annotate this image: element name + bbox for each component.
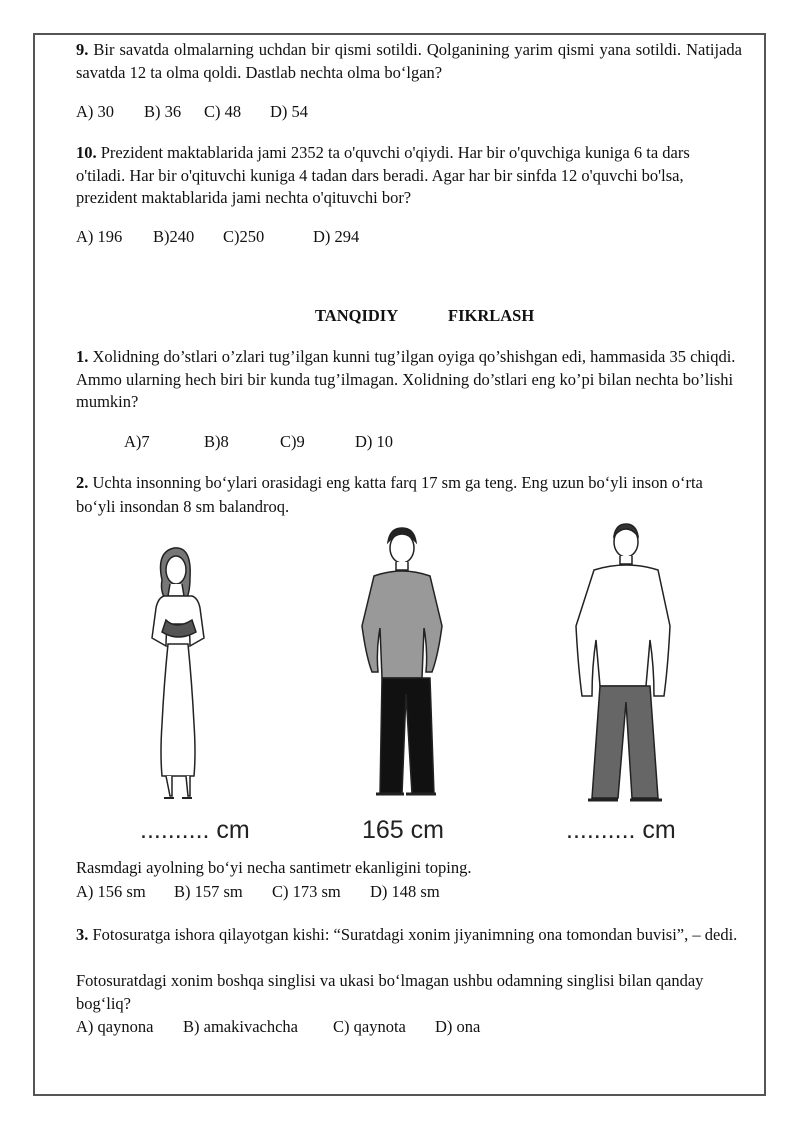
three-people-illustration xyxy=(120,520,720,850)
option-a: A) 30 xyxy=(76,102,115,121)
option-c: C)9 xyxy=(280,432,305,451)
middle-man-height-caption: 165 cm xyxy=(362,816,444,844)
right-man-figure xyxy=(576,524,670,800)
question-text: Bir savatda olmalarning uchdan bir qismi sotildi. Qolganining yarim qismi yana sotildi. Natijada savatda 12 ta olma qoldi. Dastlab nechta olma bo‘lgan? xyxy=(76,40,742,82)
option-c: C) 48 xyxy=(204,102,242,121)
critical-question-1-options xyxy=(124,431,393,453)
option-d: D) 148 sm xyxy=(370,882,440,901)
question-number: 10. xyxy=(76,143,97,162)
option-a: A) 196 xyxy=(76,227,123,246)
middle-man-figure xyxy=(362,528,442,794)
question-number: 1. xyxy=(76,347,89,366)
option-a: A) qaynona xyxy=(76,1017,154,1036)
critical-question-2 xyxy=(76,471,742,519)
woman-figure xyxy=(152,548,204,798)
option-d: D) 54 xyxy=(270,102,309,121)
question-9-options xyxy=(76,101,308,123)
critical-question-1 xyxy=(76,346,742,414)
option-c: C) 173 sm xyxy=(272,882,341,901)
question-number: 3. xyxy=(76,925,89,944)
critical-question-3-options xyxy=(76,1016,480,1038)
critical-question-2-options xyxy=(76,881,440,903)
question-text: Xolidning do’stlari o’zlari tug’ilgan kunni tug’ilgan oyiga qo’shishgan edi, hammasida 35 chiqdi. Ammo ularning hech biri bir kunda tug’ilmagan. Xolidning do’stlari eng ko’pi bilan nechta bo’lishi mumkin? xyxy=(76,347,736,411)
option-a: A) 156 sm xyxy=(76,882,146,901)
question-text: Prezident maktablarida jami 2352 ta o'quvchi o'qiydi. Har bir o'quvchiga kuniga 6 ta dars o'tiladi. Har bir o'qituvchi kuniga 4 tadan dars beradi. Agar har bir sinfda 12 o'quvchi bo'lsa, prezident maktablarida jami nechta o'qituvchi bor? xyxy=(76,143,690,207)
option-b: B) 36 xyxy=(144,102,182,121)
section-heading-word-1: TANQIDIY xyxy=(315,306,399,325)
critical-question-3-question: Fotosuratdagi xonim boshqa singlisi va ukasi bo‘lmagan ushbu odamning singlisi bilan qanday bog‘liq? xyxy=(76,971,704,1013)
section-heading-word-2: FIKRLASH xyxy=(448,306,535,325)
option-b: B) amakivachcha xyxy=(183,1017,298,1036)
question-text: Uchta insonning bo‘ylari orasidagi eng katta farq 17 sm ga teng. Eng uzun bo‘yli inson o‘rta bo‘yli insondan 8 sm balandroq. xyxy=(76,473,703,516)
option-b: B)8 xyxy=(204,432,229,451)
question-number: 2. xyxy=(76,473,89,492)
question-text: Fotosuratga ishora qilayotgan kishi: “Suratdagi xonim jiyanimning ona tomondan buvisi”, – dedi. xyxy=(88,925,738,944)
option-b: B) 157 sm xyxy=(174,882,243,901)
option-a: A)7 xyxy=(124,432,150,451)
option-d: D) 294 xyxy=(313,227,360,246)
option-c: C)250 xyxy=(223,227,265,246)
option-c: C) qaynota xyxy=(333,1017,406,1036)
critical-question-3 xyxy=(76,924,742,947)
option-d: D) ona xyxy=(435,1017,481,1036)
question-9 xyxy=(76,39,742,84)
question-10-options xyxy=(76,226,359,248)
woman-height-caption: .......... cm xyxy=(140,816,250,844)
right-man-height-caption: .......... cm xyxy=(566,816,676,844)
option-b: B)240 xyxy=(153,227,195,246)
question-10 xyxy=(76,142,742,210)
option-d: D) 10 xyxy=(355,432,394,451)
critical-question-2-prompt: Rasmdagi ayolning bo‘yi necha santimetr ekanligini toping. xyxy=(76,858,472,877)
question-number: 9. xyxy=(76,40,89,59)
